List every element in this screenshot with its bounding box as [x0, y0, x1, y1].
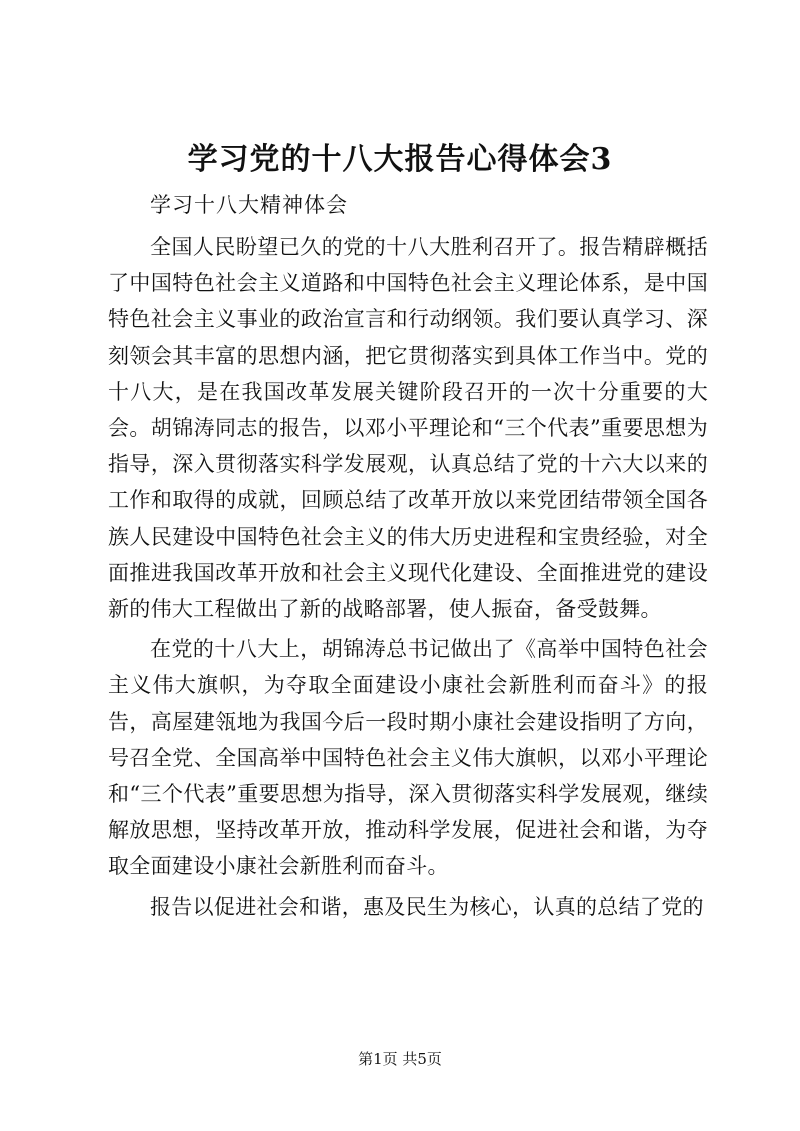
paragraph: 全国人民盼望已久的党的十八大胜利召开了。报告精辟概括了中国特色社会主义道路和中国特色社会主义理论体系，是中国特色社会主义事业的政治宣言和行动纲领。我们要认真学习、深刻领会其丰富的思想内涵，把它贯彻落实到具体工作当中。党的十八大，是在我国改革发展关键阶段召开的一次十分重要的大会。胡锦涛同志的报告，以邓小平理论和“三个代表”重要思想为指导，深入贯彻落实科学发展观，认真总结了党的十六大以来的工作和取得的成就，回顾总结了改革开放以来党团结带领全国各族人民建设中国特色社会主义的伟大历史进程和宝贵经验，对全面推进我国改革开放和社会主义现代化建设、全面推进党的建设新的伟大工程做出了新的战略部署，使人振奋，备受鼓舞。 — [108, 235, 708, 622]
page-title: 学习党的十八大报告心得体会3 — [187, 142, 613, 177]
paragraph: 报告以促进社会和谐，惠及民生为核心，认真的总结了党的 — [150, 894, 704, 919]
document-body — [108, 229, 708, 929]
page-footer: 第1页 共5页 — [358, 1050, 442, 1068]
paragraph: 在党的十八大上，胡锦涛总书记做出了《高举中国特色社会主义伟大旗帜，为夺取全面建设小康社会新胜利而奋斗》的报告，高屋建瓴地为我国今后一段时期小康社会建设指明了方向，号召全党、全国高举中国特色社会主义伟大旗帜，以邓小平理论和“三个代表”重要思想为指导，深入贯彻落实科学发展观，继续解放思想，坚持改革开放，推动科学发展，促进社会和谐，为夺取全面建设小康社会新胜利而奋斗。 — [108, 637, 708, 879]
document-subtitle: 学习十八大精神体会 — [150, 193, 348, 217]
